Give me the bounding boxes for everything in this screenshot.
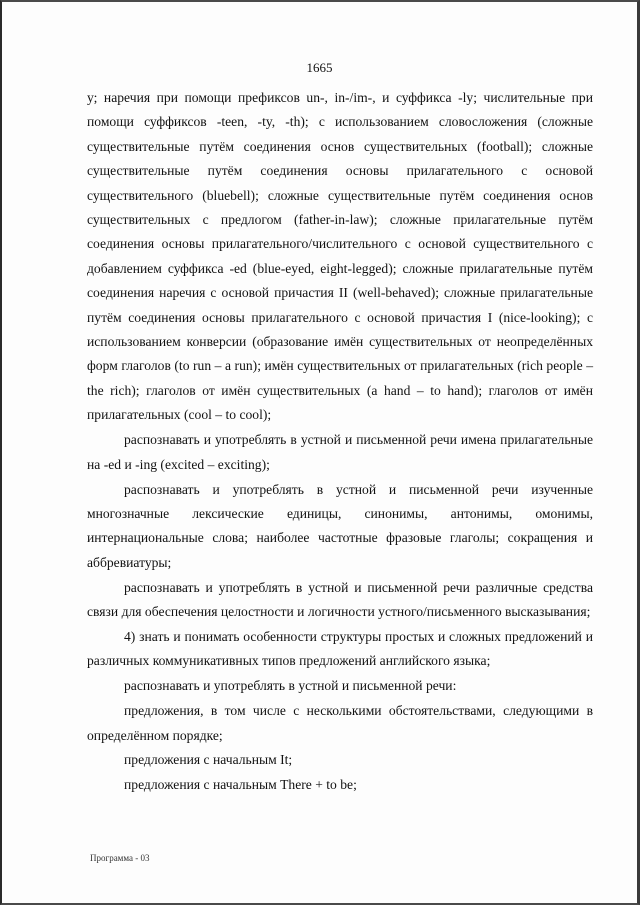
page-number: 1665 (306, 60, 333, 75)
paragraph: предложения, в том числе с несколькими обстоятельствами, следующими в определённом порядке; (87, 703, 593, 743)
body-text (87, 86, 593, 798)
paragraph: распознавать и употреблять в устной и письменной речи изученные многозначные лексические единицы, синонимы, антонимы, омонимы, интернациональные слова; наиболее частотные фразовые глаголы; сокращения и аббревиатуры; (87, 481, 593, 570)
paragraph: распознавать и употреблять в устной и письменной речи различные средства связи для обеспечения целостности и логичности устного/письменного высказывания; (87, 579, 593, 620)
paragraph: распознавать и употреблять в устной и письменной речи: (124, 678, 457, 694)
page-footer: Программа - 03 (90, 853, 150, 863)
paragraph: предложения с начальным There + to be; (124, 777, 357, 793)
paragraph: предложения с начальным It; (124, 752, 293, 768)
paragraph: распознавать и употреблять в устной и письменной речи имена прилагательные на -ed и -ing (excited – exciting); (87, 432, 593, 472)
paragraph: у; наречия при помощи префиксов un-, in-/im-, и суффикса -ly; числительные при помощи суффиксов -teen, -ty, -th); с использованием словосложения (сложные существительные путём соединения основ существительных (football); сложные существительные путём соединения основы прилагательного с основой существительного (bluebell); сложные существительные путём соединения основ существительных с предлогом (father-in-law); сложные прилагательные путём соединения основы прилагательного/числительного с основой существительного с добавлением суффикса -ed (blue-eyed, eight-legged); сложные прилагательные путём соединения наречия с основой причастия II (well-behaved); сложные прилагательные путём соединения основы прилагательного с основой причастия I (nice-looking); с использованием конверсии (образование имён существительных от неопределённых форм глаголов (to run – a run); имён существительных от прилагательных (rich people – the rich); глаголов от имён существительных (a hand – to hand); глаголов от имён прилагательных (cool – to cool); (87, 90, 593, 423)
paragraph: 4) знать и понимать особенности структуры простых и сложных предложений и различных коммуникативных типов предложений английского языка; (87, 628, 593, 669)
